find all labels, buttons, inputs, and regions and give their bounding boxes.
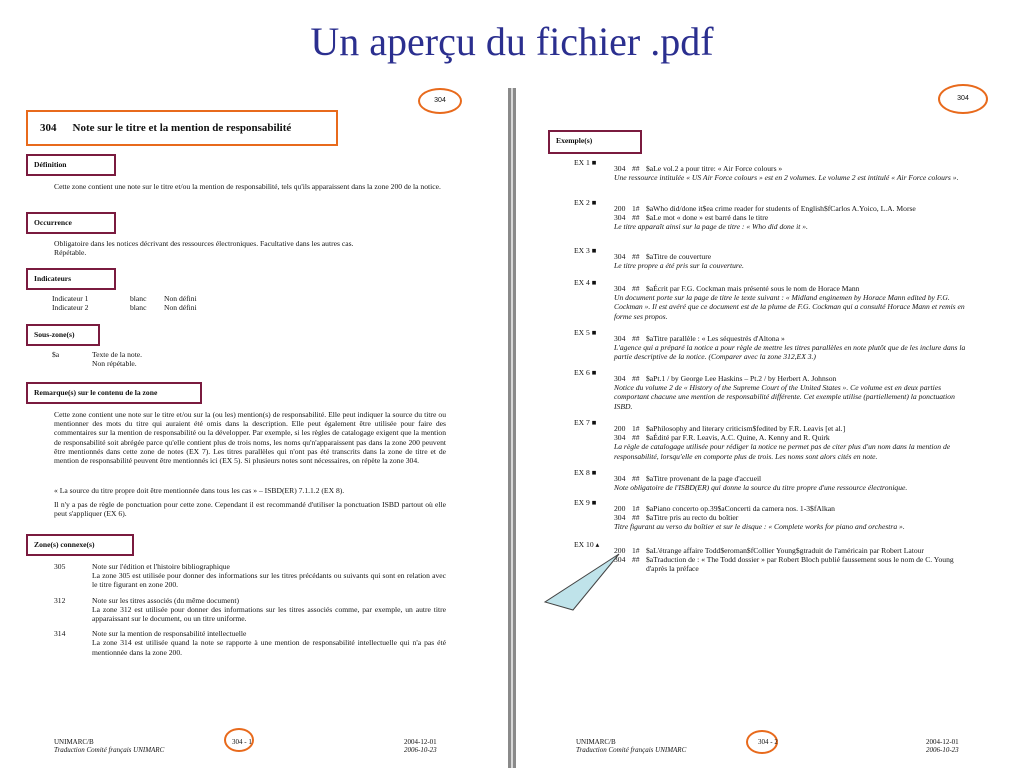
occurrence-label: Occurrence	[26, 212, 116, 234]
subfields-table: $a Texte de la note. Non répétable.	[52, 350, 143, 369]
example-body	[614, 374, 966, 411]
example-line: 200 1# $aPiano concerto op.39$aConcerti da camera nos. 1-3$fAlkan	[614, 504, 835, 513]
zone-title: 304 Note sur le titre et la mention de responsabilité	[40, 122, 292, 134]
example-line: 304 ## $aLe mot « done » est barré dans le titre	[614, 213, 769, 223]
example-line: Un document porte sur la page de titre le texte suivant : « Midland enginemen by Horace Mann edited by F.G. Cockman ». Il est avéré que ce document est de la plume de F.G. Cockman qui a consulté Horace Mann et remis en forme ses propos.	[614, 293, 965, 321]
zone-title-box	[26, 110, 338, 146]
footer-page-number: 304 - 1	[232, 738, 252, 746]
remarks-paragraph-1: Cette zone contient une note sur le titre et/ou sur la (ou les) mention(s) de responsabilité. Elle peut indiquer la source du titre ou mentionner des mots du titre qui auraient été omis dans la description. Elle peut également être utilisée pour faire des commentaires sur la mention de responsabilité ou la développer. Par exemple, si les règles de catalogage exigent que la mention de responsabilité soit abrégée parce qu'elle contient plus de trois noms, les noms qu'n'apparaissent pas dans la zone 200 peuvent être mentionnés dans cette zone de notes (EX 7). Les titres parallèles qui n'ont pas été transcrits dans la zone de titre et de mention de responsabilité peuvent être mentionnés ici (EX 5). Si plusieurs notes sont nécessaires, on répète la zone 304.	[54, 410, 446, 466]
indicator-row: Indicateur 2 blanc Non défini	[52, 303, 197, 313]
example-body	[614, 546, 966, 574]
example-label: EX 10 ▴	[574, 540, 600, 549]
example-label: EX 9 ■	[574, 498, 597, 507]
example-line: L'agence qui a préparé la notice a pour règle de mettre les titres parallèles en note plutôt que de les inclure dans la partie descriptive de la notice. (Comparer avec la zone 312,EX 3.)	[614, 343, 966, 362]
example-line: Notice du volume 2 de « History of the Supreme Court of the United States ». Ce volume est en deux parties comportant chacune une mention de responsabilité différente. Cet exemple utilise (partiellement) la ponctuation ISBD.	[614, 383, 955, 411]
slide-title: Un aperçu du fichier .pdf	[310, 19, 714, 64]
example-line: 304 ## $aTitre de couverture	[614, 252, 712, 261]
occurrence-text: Obligatoire dans les notices décrivant des ressources électroniques. Facultative dans les autres cas. Répétable.	[54, 239, 354, 258]
related-zone-item: 314 Note sur la mention de responsabilité intellectuelle La zone 314 est utilisée quand la note se rapporte à une mention de responsabilité intellectuelle qui n'a pas été mentionnée dans la zone 200.	[54, 629, 446, 657]
example-line: 304 ## $aTraduction de : « The Todd dossier » par Robert Bloch publié faussement sous le nom de C. Young d'après la préface	[614, 555, 954, 574]
example-line: 304 ## $aTitre pris au recto du boîtier	[614, 513, 739, 523]
footer-dates: 2004-12-01 2006-10-23	[926, 738, 959, 754]
example-label: EX 8 ■	[574, 468, 597, 477]
example-body	[614, 204, 966, 232]
pdf-page-left	[20, 88, 502, 768]
example-label: EX 2 ■	[574, 198, 597, 207]
indicators-label: Indicateurs	[26, 268, 116, 290]
example-body	[614, 334, 966, 362]
page-number: 304	[957, 95, 969, 102]
example-line: 304 ## $aÉdité par F.R. Leavis, A.C. Quine, A. Kenny and R. Quirk	[614, 433, 830, 443]
example-label: EX 3 ■	[574, 246, 597, 255]
callout-pointer	[541, 552, 621, 612]
remarks-paragraph-3: Il n'y a pas de règle de ponctuation pour cette zone. Cependant il est recommandé d'utiliser la ponctuation ISBD partout où elle peut s'appliquer (EX 6).	[54, 500, 446, 519]
remarks-paragraph-2: « La source du titre propre doit être mentionnée dans tous les cas » – ISBD(ER) 7.1.1.2 (EX 8).	[54, 486, 345, 495]
pointer-arrow	[545, 554, 619, 610]
related-zone-item: 312 Note sur les titres associés (du même document) La zone 312 est utilisée pour donner des informations sur les titres associés comme, par exemple, un autre titre apparaissant sur le document, ou un titre uniforme.	[54, 595, 446, 624]
example-label: EX 6 ■	[574, 368, 597, 377]
example-line: La règle de catalogage utilisée pour rédiger la notice ne permet pas de citer plus d'un nom dans la mention de responsabilité, lorsqu'elle en comporte plus de trois. Les noms sont alors cités en note.	[614, 442, 951, 461]
subfields-label: Sous-zone(s)	[26, 324, 100, 346]
example-label: EX 1 ■	[574, 158, 597, 167]
footer-left: UNIMARC/B Traduction Comité français UNIMARC	[576, 738, 687, 754]
example-line: Le titre apparaît ainsi sur la page de titre : « Who did done it ».	[614, 222, 808, 232]
example-label: EX 5 ■	[574, 328, 597, 337]
definition-text: Cette zone contient une note sur le titre et/ou la mention de responsabilité, tels qu'ils apparaissent dans la zone 200 de la notice.	[54, 182, 441, 191]
example-body	[614, 284, 966, 321]
indicator-row: Indicateur 1 blanc Non défini	[52, 294, 197, 303]
related-zone-item: 305 Note sur l'édition et l'histoire bibliographique La zone 305 est utilisée pour donner des informations sur les titres précédants ou suivants qui sont en relation avec le titre figurant en zone 200.	[54, 562, 446, 590]
example-line: 304 ## $aTitre parallèle : « Les séquestrés d'Altona »	[614, 334, 785, 343]
footer-page-number: 304 - 2	[758, 738, 778, 746]
example-line: 304 ## $aPt.1 / by George Lee Haskins – Pt.2 / by Herbert A. Johnson	[614, 374, 837, 383]
example-line: 200 1# $aWho did/done it$ea crime reader for students of English$fCarlos A.Yoico, L.A. Morse	[614, 204, 916, 213]
example-line: 200 1# $aPhilosophy and literary criticism$fedited by F.R. Leavis [et al.]	[614, 424, 846, 433]
example-line: Une ressource intitulée « US Air Force colours » est en 2 volumes. Le volume 2 est intitulé « Air Force colours ».	[614, 173, 959, 183]
example-body	[614, 424, 966, 461]
related-zones-label: Zone(s) connexe(s)	[26, 534, 134, 556]
definition-label: Définition	[26, 154, 116, 176]
footer-left: UNIMARC/B Traduction Comité français UNIMARC	[54, 738, 165, 754]
example-line: 304 ## $aÉcrit par F.G. Cockman mais présenté sous le nom de Horace Mann	[614, 284, 860, 293]
example-line: 304 ## $aLe vol.2 a pour titre: « Air Force colours »	[614, 164, 783, 173]
example-line: 304 ## $aTitre provenant de la page d'accueil	[614, 474, 762, 483]
example-label: EX 7 ■	[574, 418, 597, 427]
pdf-page-right	[522, 88, 1002, 768]
example-line: Note obligatoire de l'ISBD(ER) qui donne la source du titre propre d'une ressource électronique.	[614, 483, 908, 493]
example-line: Le titre propre a été pris sur la couverture.	[614, 261, 744, 271]
example-body	[614, 252, 966, 270]
example-line: 200 1# $aL'étrange affaire Todd$eroman$fCollier Young$gtraduit de l'américain par Robert Latour	[614, 546, 924, 555]
example-body	[614, 504, 966, 532]
page-number: 304	[434, 97, 446, 104]
example-label: EX 4 ■	[574, 278, 597, 287]
examples-label: Exemple(s)	[548, 130, 642, 154]
related-zones-list	[54, 562, 446, 657]
remarks-label: Remarque(s) sur le contenu de la zone	[26, 382, 202, 404]
example-body	[614, 474, 966, 492]
footer-dates: 2004-12-01 2006-10-23	[404, 738, 437, 754]
example-body	[614, 164, 966, 182]
page-divider-highlight	[511, 88, 513, 768]
example-line: Titre figurant au verso du boîtier et sur le disque : « Complete works for piano and orchestra ».	[614, 522, 905, 532]
indicators-table	[52, 294, 197, 312]
